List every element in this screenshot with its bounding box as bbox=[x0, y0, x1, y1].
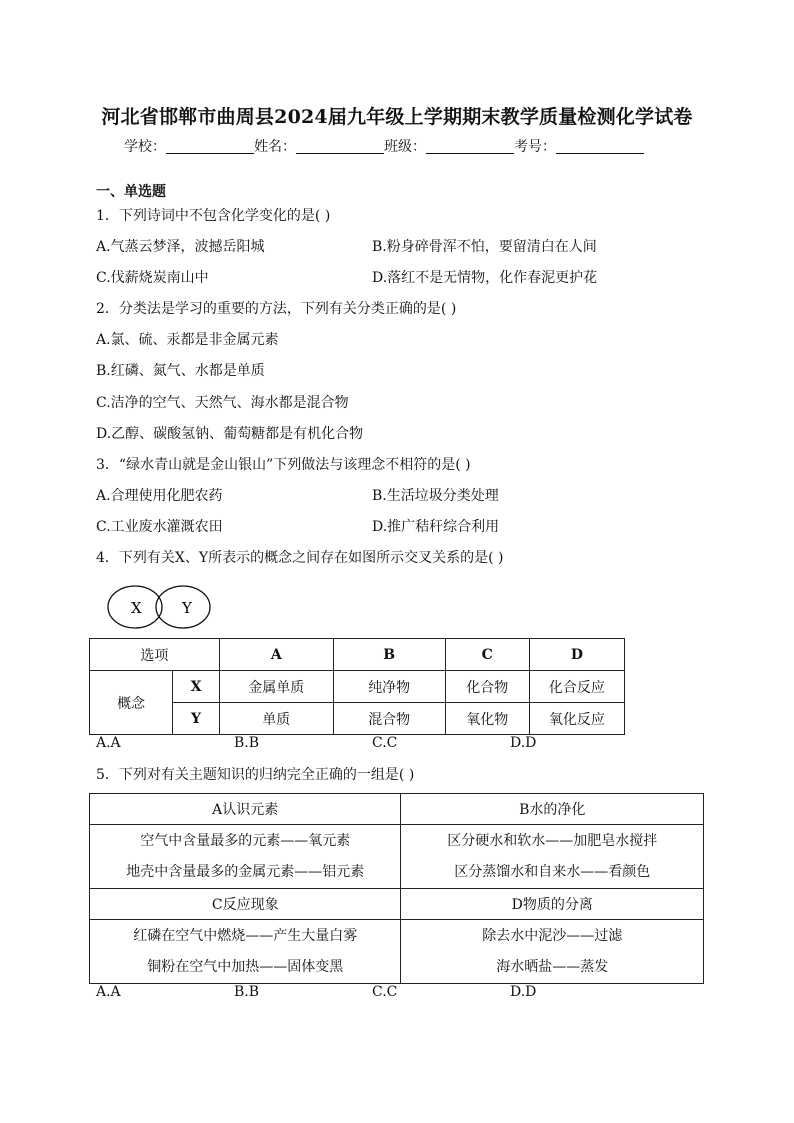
class-blank[interactable] bbox=[426, 139, 514, 154]
q2-option-a[interactable]: A.氯、硫、汞都是非金属元素 bbox=[96, 332, 279, 348]
theme-b-line-2: 区分蒸馏水和自来水——看颜色 bbox=[454, 863, 651, 880]
q4-concept-table bbox=[89, 638, 625, 735]
q3-option-c[interactable]: C.工业废水灌溉农田 bbox=[96, 519, 223, 535]
theme-a-title: A认识元素 bbox=[90, 794, 401, 825]
q1-option-b[interactable]: B.粉身碎骨浑不怕，要留清白在人间 bbox=[372, 239, 597, 255]
theme-d-line-1: 除去水中泥沙——过滤 bbox=[482, 927, 623, 944]
table-header-d: D bbox=[529, 639, 624, 671]
q3-stem: 3．“绿水青山就是金山银山”下列做法与该理念不相符的是( ) bbox=[96, 457, 471, 473]
q1-option-d[interactable]: D.落红不是无情物，化作春泥更护花 bbox=[372, 270, 598, 286]
table-cell: 氧化物 bbox=[445, 703, 529, 735]
section-heading: 一、单选题 bbox=[96, 184, 166, 200]
table-header-b: B bbox=[333, 639, 445, 671]
name-label: 姓名： bbox=[254, 139, 296, 155]
venn-label-y: Y bbox=[182, 599, 192, 617]
q5-option-c[interactable]: C.C bbox=[372, 984, 398, 1000]
q2-stem: 2．分类法是学习的重要的方法，下列有关分类正确的是( ) bbox=[96, 301, 457, 317]
q3-option-a[interactable]: A.合理使用化肥农药 bbox=[96, 488, 223, 504]
table-header-a: A bbox=[219, 639, 333, 671]
q1-stem: 1．下列诗词中不包含化学变化的是( ) bbox=[96, 208, 331, 224]
table-row-label: 概念 bbox=[90, 671, 173, 735]
table-cell: 混合物 bbox=[333, 703, 445, 735]
q3-option-b[interactable]: B.生活垃圾分类处理 bbox=[372, 488, 499, 504]
q4-option-a[interactable]: A.A bbox=[96, 735, 121, 751]
name-blank[interactable] bbox=[296, 139, 384, 154]
q4-option-b[interactable]: B.B bbox=[234, 735, 260, 751]
table-cell: 金属单质 bbox=[219, 671, 333, 703]
school-blank[interactable] bbox=[166, 139, 254, 154]
theme-c-content bbox=[90, 920, 401, 984]
table-cell: 化合反应 bbox=[529, 671, 624, 703]
theme-d-line-2: 海水晒盐——蒸发 bbox=[496, 958, 609, 975]
q4-option-c[interactable]: C.C bbox=[372, 735, 398, 751]
q5-stem: 5．下列对有关主题知识的归纳完全正确的一组是( ) bbox=[96, 767, 415, 783]
q5-option-a[interactable]: A.A bbox=[96, 984, 121, 1000]
table-cell: 纯净物 bbox=[333, 671, 445, 703]
exam-title: 河北省邯郸市曲周县2024届九年级上学期期末教学质量检测化学试卷 bbox=[101, 106, 693, 128]
theme-c-title: C反应现象 bbox=[90, 889, 401, 920]
theme-a-content bbox=[90, 825, 401, 889]
school-label: 学校： bbox=[124, 139, 166, 155]
venn-diagram bbox=[104, 582, 216, 632]
table-cell: 氧化反应 bbox=[529, 703, 624, 735]
q5-summary-table bbox=[89, 793, 704, 984]
theme-b-line-1: 区分硬水和软水——加肥皂水搅拌 bbox=[447, 832, 658, 849]
number-label: 考号： bbox=[514, 139, 556, 155]
theme-d-title: D物质的分离 bbox=[401, 889, 704, 920]
q1-option-c[interactable]: C.伐薪烧炭南山中 bbox=[96, 270, 209, 286]
q2-option-b[interactable]: B.红磷、氮气、水都是单质 bbox=[96, 363, 265, 379]
theme-c-line-1: 红磷在空气中燃烧——产生大量白雾 bbox=[133, 927, 358, 944]
table-cell: 化合物 bbox=[445, 671, 529, 703]
theme-b-content bbox=[401, 825, 704, 889]
table-header-c: C bbox=[445, 639, 529, 671]
q4-option-d[interactable]: D.D bbox=[510, 735, 537, 751]
venn-label-x: X bbox=[131, 599, 142, 617]
q3-option-d[interactable]: D.推广秸秆综合利用 bbox=[372, 519, 500, 535]
number-blank[interactable] bbox=[556, 139, 644, 154]
table-row-key-y: Y bbox=[173, 703, 220, 735]
table-cell: 单质 bbox=[219, 703, 333, 735]
table-header-option: 选项 bbox=[90, 639, 220, 671]
theme-c-line-2: 铜粉在空气中加热——固体变黑 bbox=[147, 958, 344, 975]
q2-option-d[interactable]: D.乙醇、碳酸氢钠、葡萄糖都是有机化合物 bbox=[96, 426, 364, 442]
q5-option-d[interactable]: D.D bbox=[510, 984, 537, 1000]
table-row-key-x: X bbox=[173, 671, 220, 703]
q2-option-c[interactable]: C.洁净的空气、天然气、海水都是混合物 bbox=[96, 395, 349, 411]
theme-a-line-2: 地壳中含量最多的金属元素——铝元素 bbox=[126, 863, 365, 880]
theme-d-content bbox=[401, 920, 704, 984]
q1-option-a[interactable]: A.气蒸云梦泽，波撼岳阳城 bbox=[96, 239, 265, 255]
student-info-line bbox=[124, 136, 644, 156]
class-label: 班级： bbox=[384, 139, 426, 155]
q5-option-b[interactable]: B.B bbox=[234, 984, 260, 1000]
q4-stem: 4．下列有关X、Y所表示的概念之间存在如图所示交叉关系的是( ) bbox=[96, 550, 504, 566]
theme-b-title: B水的净化 bbox=[401, 794, 704, 825]
theme-a-line-1: 空气中含量最多的元素——氧元素 bbox=[140, 832, 351, 849]
